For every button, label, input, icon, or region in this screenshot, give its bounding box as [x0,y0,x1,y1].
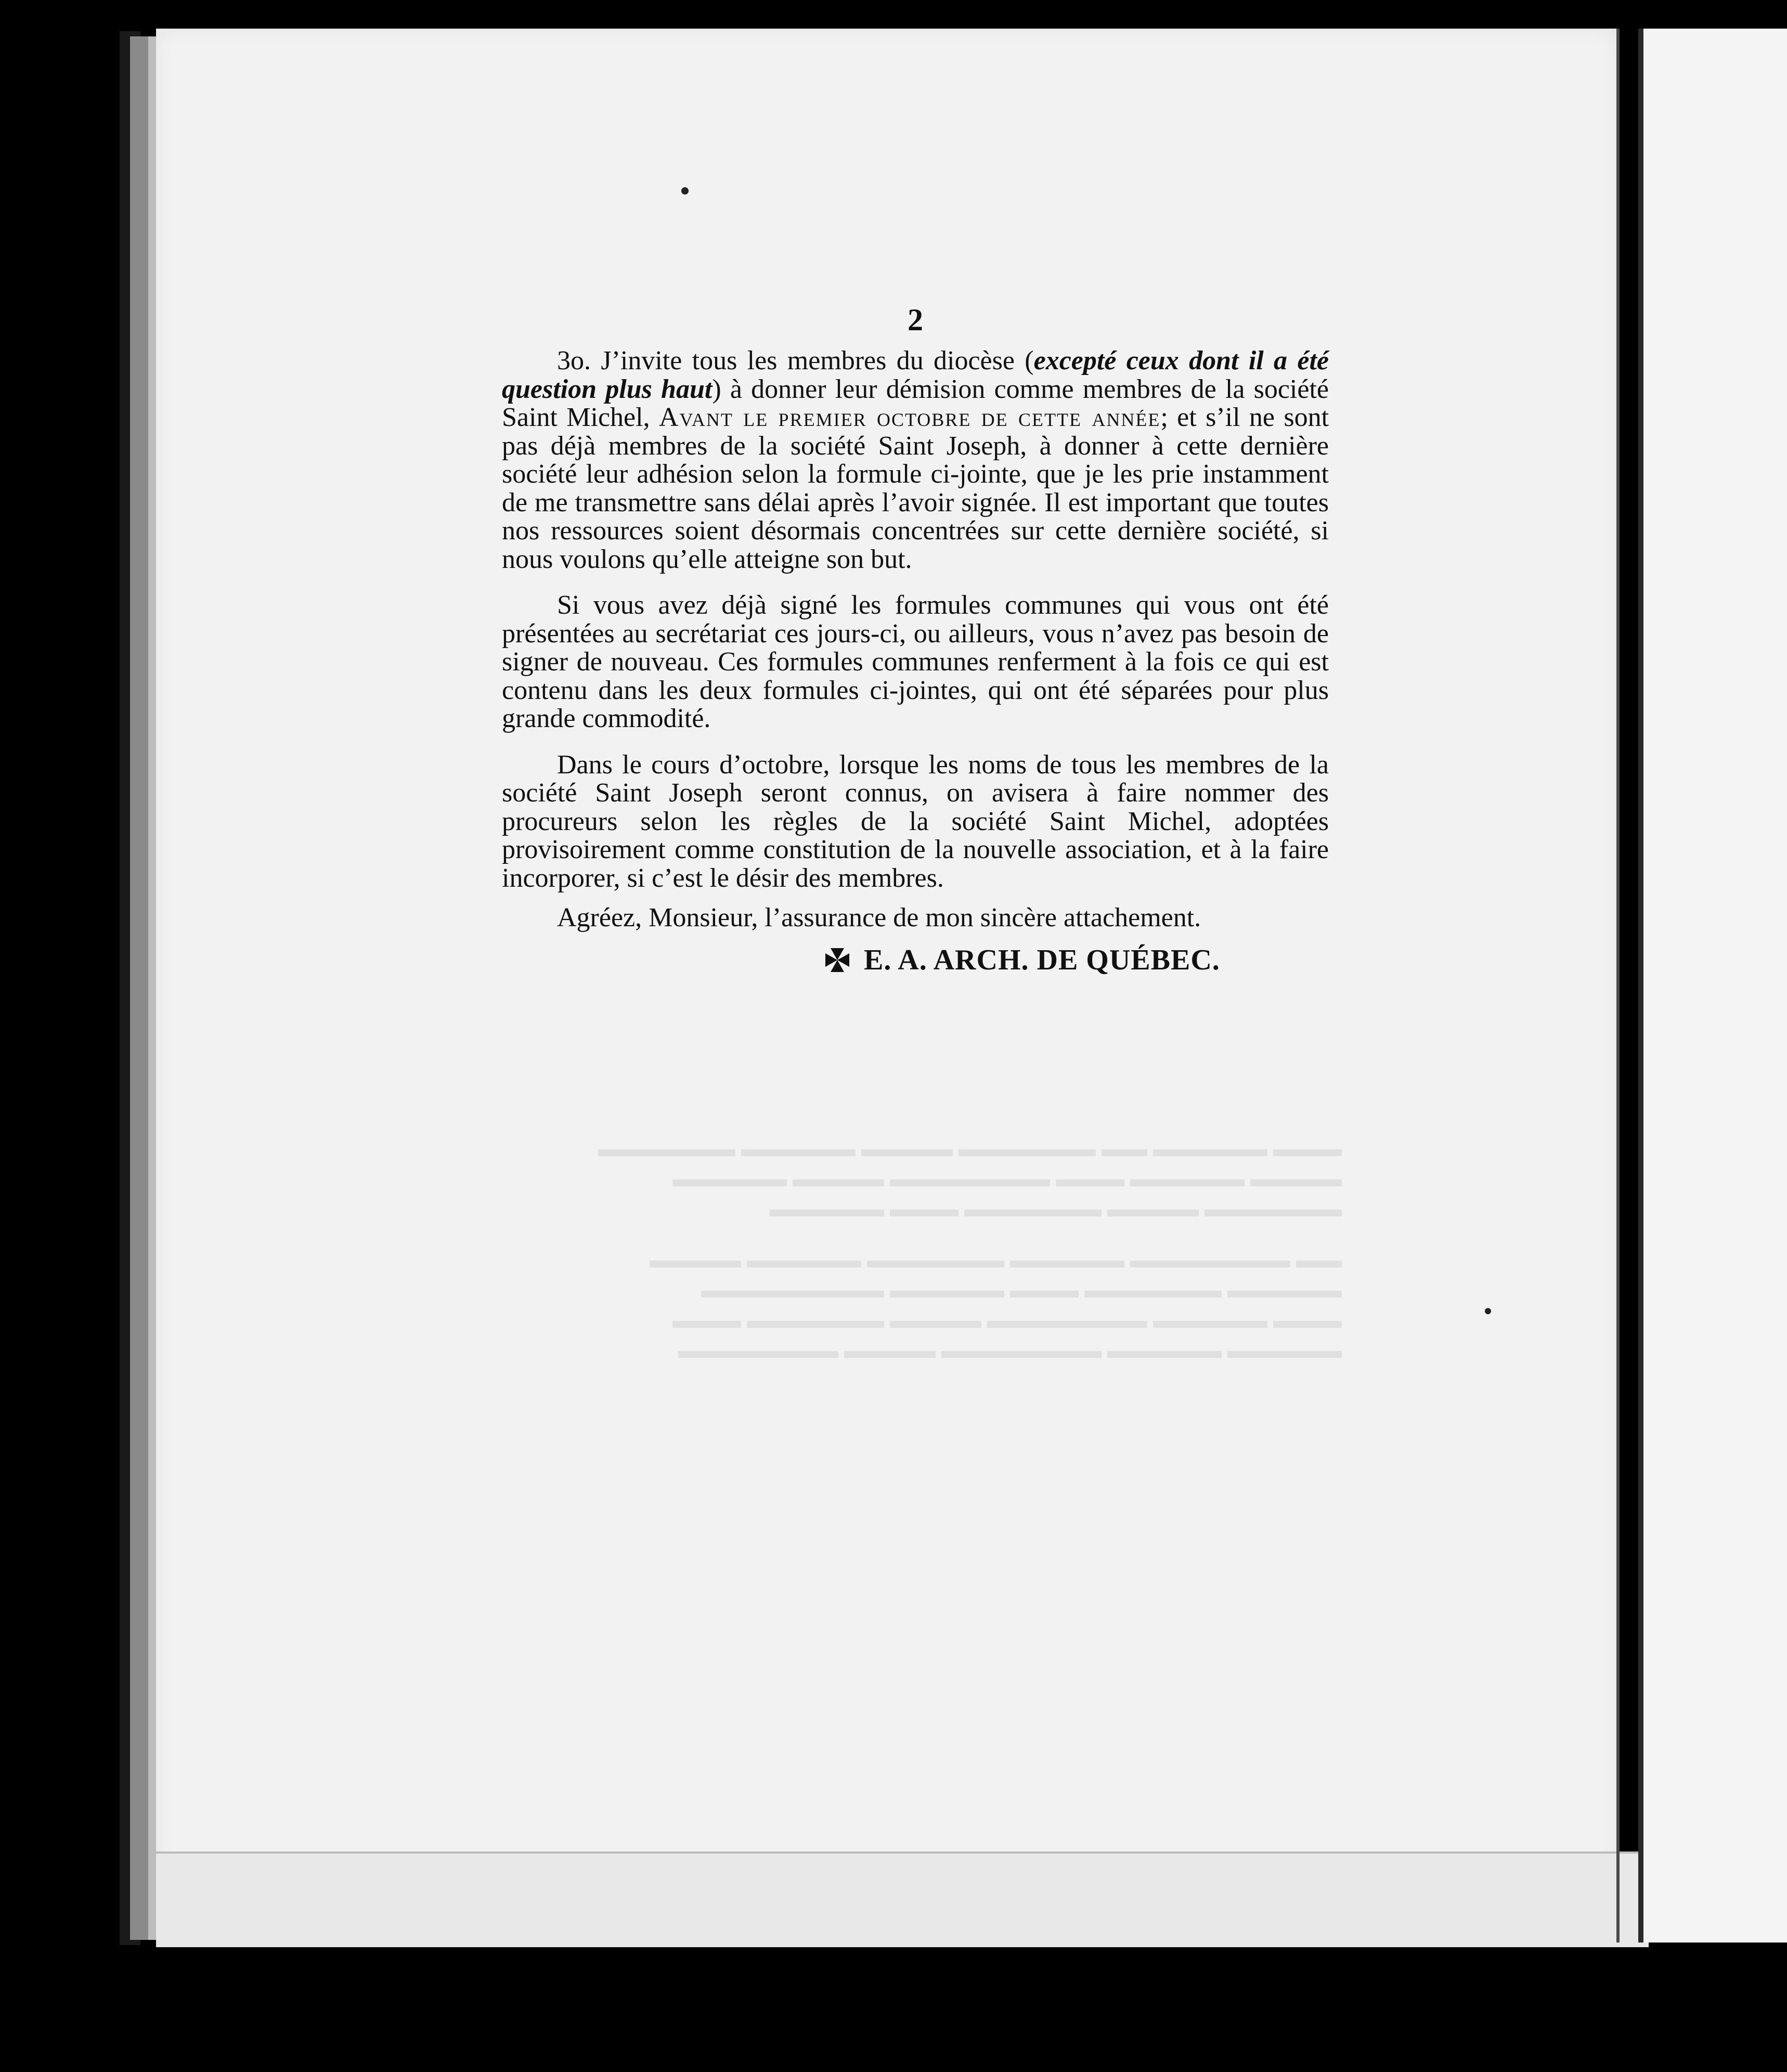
paragraph-1-lead: 3o. J’invite tous les membres du diocèse ( [557,346,1034,375]
paragraph-1-tail: ; et s’il ne sont pas déjà membres de la société Saint Joseph, à donner à cette dernière société leur adhésion selon la formule ci-jointe, que je les prie instamment de me transmettre sans délai après l’avoir signée. Il est important que toutes nos ressources soient désormais concentrées sur cette dernière société, si nous voulons qu’elle atteigne son but. [502,403,1329,574]
signature-text: E. A. ARCH. DE QUÉBEC. [864,943,1220,976]
paragraph-1 [502,347,1329,574]
paragraph-3: Dans le cours d’octobre, lorsque les noms de tous les membres de la société Saint Joseph seront connus, on avisera à faire nommer des procureurs selon les règles de la société Saint Michel, adoptées provisoirement comme constitution de la nouvelle association, et à la faire incorporer, si c’est le désir des membres. [502,749,1329,893]
page-bottom-edge [156,1851,1649,1947]
paragraph-1-smallcaps: Avant le premier octobre de cette année [658,403,1161,432]
facing-page-fragment [1638,29,1787,1942]
closing-line: Agréez, Monsieur, l’assurance de mon sincère attachement. [557,903,1201,933]
letter-body [502,299,1329,974]
maltese-cross-icon [824,947,850,973]
signature-block [502,943,1329,976]
paragraph-1-italic: excepté ceux dont il a été question plus haut [502,346,1329,404]
ink-speck [1485,1308,1491,1314]
page-number: 2 [908,303,923,337]
ink-speck [681,187,689,195]
paragraph-1-mid: ) à donner leur démision comme membres de la société Saint Michel, [502,374,1329,432]
paragraph-2: Si vous avez déjà signé les formules communes qui vous ont été présentées au secrétariat ces jours-ci, ou ailleurs, vous n’avez pas besoin de signer de nouveau. Ces formules communes renferment à la fois ce qui est contenu dans les deux formules ci-jointes, qui ont été séparées pour plus grande commodité. [502,590,1329,733]
page-gutter-line [1616,29,1620,1942]
